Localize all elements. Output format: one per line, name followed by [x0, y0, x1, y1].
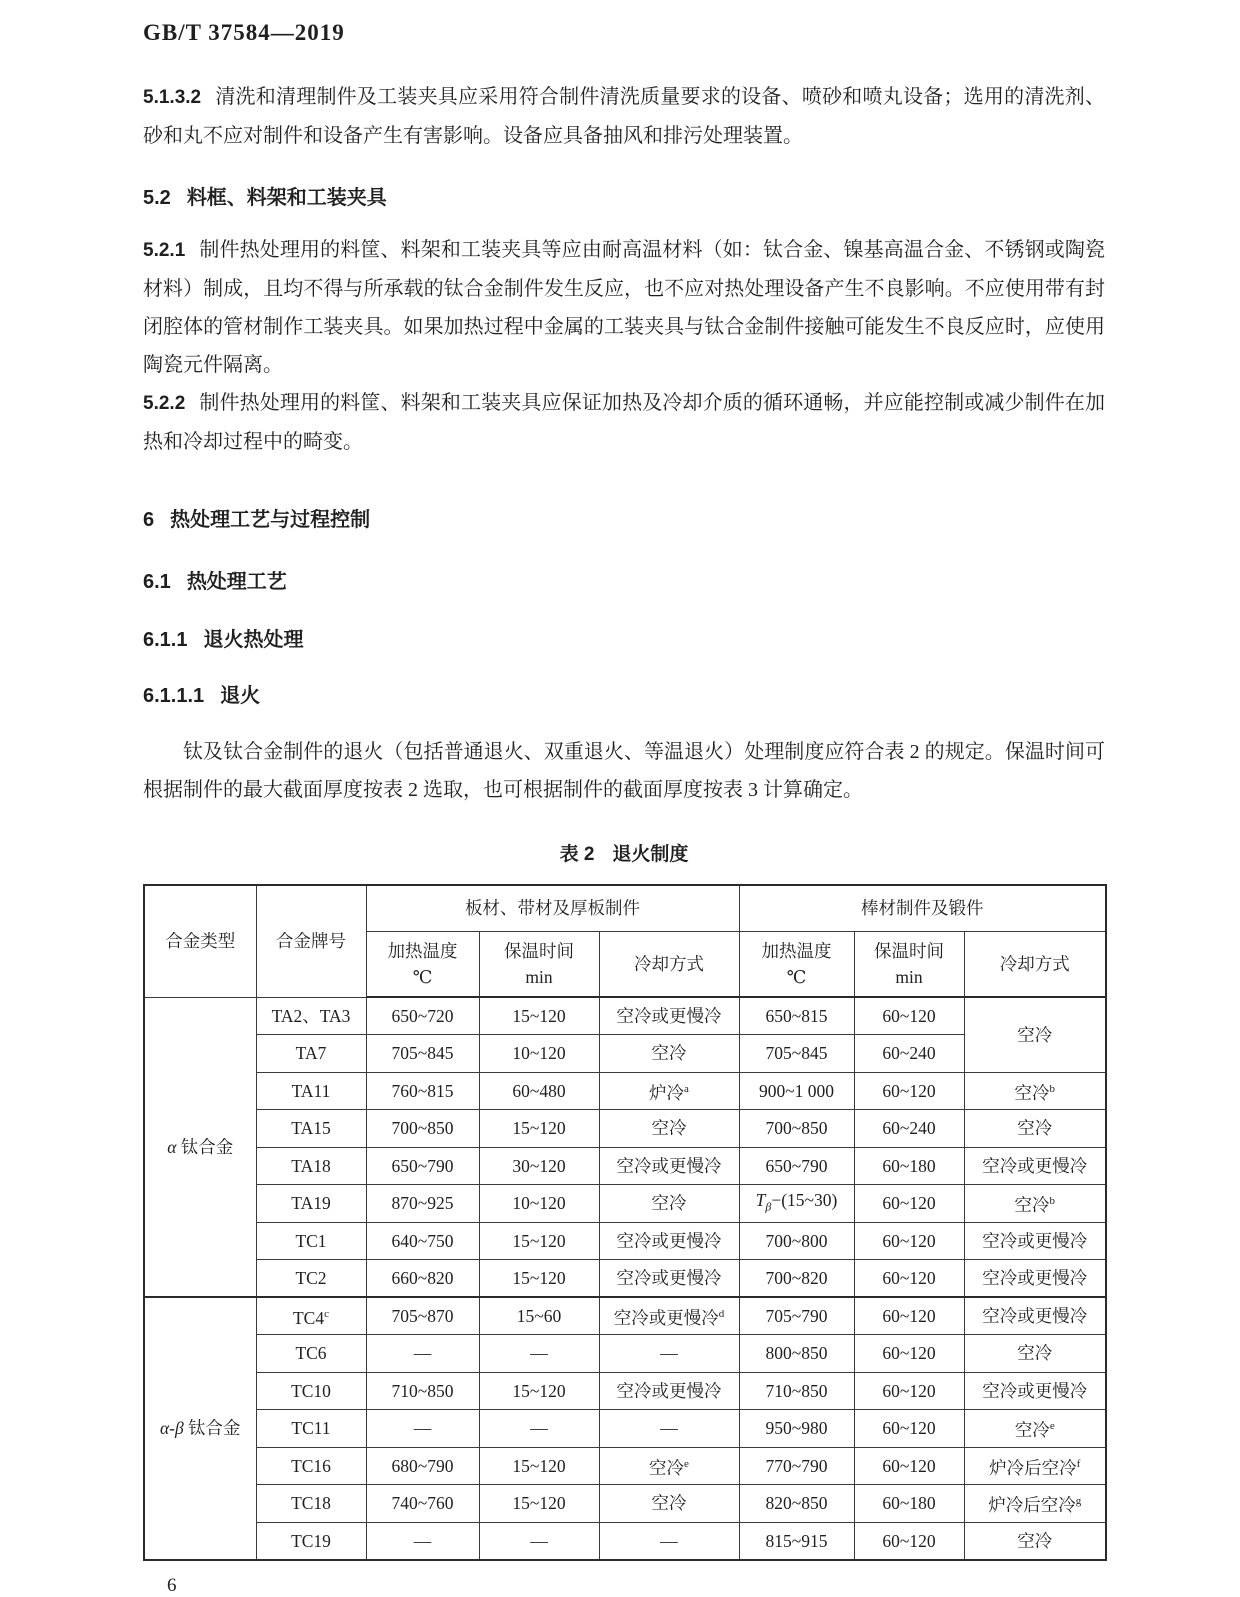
table-cell: 空冷$^e$ [599, 1447, 739, 1485]
table-cell: 705~845 [739, 1035, 854, 1073]
annealing-table [143, 884, 1107, 1561]
table-cell: 炉冷后空冷$^g$ [964, 1485, 1106, 1523]
col-header-alloy-grade: 合金牌号 [256, 885, 366, 997]
table-cell: TC18 [256, 1485, 366, 1523]
table-cell: 空冷或更慢冷 [964, 1222, 1106, 1260]
clause-5-2-2 [143, 384, 1105, 461]
table-cell: 60~180 [854, 1485, 964, 1523]
table-cell: TA11 [256, 1072, 366, 1110]
table-cell: 空冷或更慢冷 [964, 1147, 1106, 1185]
col-header-hold-time: 保温时间 min [479, 931, 599, 997]
table-cell: 15~60 [479, 1297, 599, 1335]
table-cell: 800~850 [739, 1335, 854, 1373]
table-row [144, 1447, 1106, 1485]
table-cell: 760~815 [366, 1072, 479, 1110]
col-group-plate: 板材、带材及厚板制件 [366, 885, 739, 931]
table-cell: 15~120 [479, 1447, 599, 1485]
table-cell: — [599, 1410, 739, 1448]
table-cell: 680~790 [366, 1447, 479, 1485]
clause-number: 5.2.2 [143, 393, 186, 414]
clause-5-1-3-2 [143, 78, 1105, 155]
table-cell: 705~845 [366, 1035, 479, 1073]
heading-6-1 [143, 569, 1105, 595]
table-row [144, 1222, 1106, 1260]
table-row [144, 1035, 1106, 1073]
alloy-type-cell: α 钛合金 [144, 997, 256, 1297]
table-cell: TC2 [256, 1260, 366, 1298]
col-header-hold-time: 保温时间 min [854, 931, 964, 997]
table-cell: 60~120 [854, 1447, 964, 1485]
table-cell: 空冷或更慢冷 [964, 1260, 1106, 1298]
table-cell: 空冷 [599, 1110, 739, 1148]
table-cell: 710~850 [739, 1372, 854, 1410]
clause-text: 制件热处理用的料筐、料架和工装夹具应保证加热及冷却介质的循环通畅，并应能控制或减少制件在加热和冷却过程中的畸变。 [143, 392, 1105, 453]
table-cell: 30~120 [479, 1147, 599, 1185]
page-number: 6 [167, 1574, 177, 1596]
standard-number: GB/T 37584—2019 [143, 20, 345, 45]
table-cell: 640~750 [366, 1222, 479, 1260]
table-cell: — [599, 1522, 739, 1560]
table-cell: 700~820 [739, 1260, 854, 1298]
col-header-cooling: 冷却方式 [964, 931, 1106, 997]
table-cell: 740~760 [366, 1485, 479, 1523]
table-cell: 空冷$^b$ [964, 1185, 1106, 1223]
table-cell: TC19 [256, 1522, 366, 1560]
table-cell: 60~120 [854, 1222, 964, 1260]
clause-number: 5.2.1 [143, 240, 186, 261]
table-cell: 空冷$^e$ [964, 1410, 1106, 1448]
table-cell: 15~120 [479, 1222, 599, 1260]
table-cell: 60~240 [854, 1110, 964, 1148]
table-row [144, 1110, 1106, 1148]
table-row [144, 1072, 1106, 1110]
table-cell: — [599, 1335, 739, 1373]
heading-6-1-1-1 [143, 683, 1105, 709]
table-cell: TC6 [256, 1335, 366, 1373]
table-cell: 空冷 [964, 1335, 1106, 1373]
table-cell: 60~240 [854, 1035, 964, 1073]
clause-text: 清洗和清理制件及工装夹具应采用符合制件清洗质量要求的设备、喷砂和喷丸设备；选用的清洗剂、砂和丸不应对制件和设备产生有害影响。设备应具备抽风和排污处理装置。 [143, 86, 1105, 147]
col-group-bar: 棒材制件及锻件 [739, 885, 1106, 931]
table-cell: 空冷 [964, 1110, 1106, 1148]
table-row [144, 1522, 1106, 1560]
table-cell: 空冷或更慢冷$^d$ [599, 1297, 739, 1335]
table-cell: 炉冷后空冷$^f$ [964, 1447, 1106, 1485]
heading-6 [143, 507, 1105, 533]
table-cell: 650~815 [739, 997, 854, 1035]
table-cell: 空冷或更慢冷 [599, 1372, 739, 1410]
table-cell: 705~870 [366, 1297, 479, 1335]
table-cell: 15~120 [479, 1372, 599, 1410]
table-cell: 空冷 [964, 1522, 1106, 1560]
table-cell: 700~800 [739, 1222, 854, 1260]
table-cell: 60~480 [479, 1072, 599, 1110]
table-cell: 870~925 [366, 1185, 479, 1223]
table-cell: 空冷 [599, 1485, 739, 1523]
table-cell: — [479, 1335, 599, 1373]
clause-number: 5.1.3.2 [143, 87, 202, 108]
heading-number: 6.1 [143, 571, 171, 593]
table-cell: TA15 [256, 1110, 366, 1148]
heading-6-1-1 [143, 627, 1105, 653]
table-cell: 700~850 [739, 1110, 854, 1148]
table-cell: 空冷或更慢冷 [599, 1222, 739, 1260]
table-row [144, 1185, 1106, 1223]
heading-title: 退火 [220, 685, 261, 707]
table-cell: 15~120 [479, 997, 599, 1035]
table-cell: 60~120 [854, 997, 964, 1035]
table-cell: 60~120 [854, 1522, 964, 1560]
clause-5-2-1 [143, 231, 1105, 384]
table-cell: 15~120 [479, 1110, 599, 1148]
heading-5-2 [143, 185, 1105, 211]
table-cell: 770~790 [739, 1447, 854, 1485]
table-cell: — [366, 1522, 479, 1560]
table-cell: TC1 [256, 1222, 366, 1260]
table-cell: 10~120 [479, 1035, 599, 1073]
table-cell: 710~850 [366, 1372, 479, 1410]
table-cell: 650~790 [366, 1147, 479, 1185]
table-cell: 950~980 [739, 1410, 854, 1448]
table-caption-title: 退火制度 [612, 844, 689, 865]
heading-title: 料框、料架和工装夹具 [186, 187, 387, 209]
table-cell: 空冷或更慢冷 [599, 1147, 739, 1185]
table-cell: 650~790 [739, 1147, 854, 1185]
table-cell: — [479, 1522, 599, 1560]
table-cell: 820~850 [739, 1485, 854, 1523]
table-cell: 炉冷$^a$ [599, 1072, 739, 1110]
table-cell: 900~1 000 [739, 1072, 854, 1110]
table-cell: — [366, 1410, 479, 1448]
table-cell: TA7 [256, 1035, 366, 1073]
table-cell: TC4$^c$ [256, 1297, 366, 1335]
heading-number: 6.1.1.1 [143, 685, 205, 707]
alloy-type-cell: α-β 钛合金 [144, 1297, 256, 1560]
heading-number: 6.1.1 [143, 629, 188, 651]
table-cell: 60~120 [854, 1372, 964, 1410]
table-header [144, 885, 1106, 997]
col-header-heat-temp: 加热温度 ℃ [739, 931, 854, 997]
table-cell: TA2、TA3 [256, 997, 366, 1035]
col-header-alloy-type: 合金类型 [144, 885, 256, 997]
table-row [144, 1260, 1106, 1298]
table-cell: 10~120 [479, 1185, 599, 1223]
table-cell: 60~120 [854, 1335, 964, 1373]
table-row [144, 997, 1106, 1035]
table-cell: TA19 [256, 1185, 366, 1223]
table-row [144, 1485, 1106, 1523]
table-cell: 空冷 [599, 1035, 739, 1073]
table-row [144, 1297, 1106, 1335]
table-cell: — [479, 1410, 599, 1448]
table-cell: 60~120 [854, 1072, 964, 1110]
table-cell: 650~720 [366, 997, 479, 1035]
table-cell: 705~790 [739, 1297, 854, 1335]
table-cell: TC16 [256, 1447, 366, 1485]
intro-paragraph: 钛及钛合金制件的退火（包括普通退火、双重退火、等温退火）处理制度应符合表 2 的规定。保温时间可根据制件的最大截面厚度按表 2 选取，也可根据制件的截面厚度按表 3 计算确定。 [143, 741, 1105, 801]
heading-number: 5.2 [143, 187, 171, 209]
table-cell: 空冷或更慢冷 [599, 1260, 739, 1298]
table-body [144, 997, 1106, 1560]
table-cell: $T_\beta-(15\sim 30)$ [739, 1185, 854, 1223]
table-cell: 60~120 [854, 1185, 964, 1223]
clause-text: 制件热处理用的料筐、料架和工装夹具等应由耐高温材料（如：钛合金、镍基高温合金、不锈钢或陶瓷材料）制成，且均不得与所承载的钛合金制件发生反应，也不应对热处理设备产生不良影响。不应使用带有封闭腔体的管材制作工装夹具。如果加热过程中金属的工装夹具与钛合金制件接触可能发生不良反应时，应使用陶瓷元件隔离。 [143, 239, 1105, 376]
heading-title: 热处理工艺与过程控制 [170, 509, 371, 531]
table-cell: TC11 [256, 1410, 366, 1448]
table-row [144, 1147, 1106, 1185]
table-cell: 60~120 [854, 1260, 964, 1298]
heading-number: 6 [143, 509, 155, 531]
table-row [144, 1372, 1106, 1410]
table-caption [143, 839, 1105, 866]
table-cell: 60~120 [854, 1297, 964, 1335]
table-cell: 空冷 [964, 997, 1106, 1072]
table-row [144, 1410, 1106, 1448]
table-cell: 空冷 [599, 1185, 739, 1223]
table-cell: 700~850 [366, 1110, 479, 1148]
table-row [144, 1335, 1106, 1373]
table-cell: 空冷或更慢冷 [964, 1372, 1106, 1410]
table-cell: 空冷或更慢冷 [599, 997, 739, 1035]
table-cell: 空冷或更慢冷 [964, 1297, 1106, 1335]
col-header-cooling: 冷却方式 [599, 931, 739, 997]
table-cell: 空冷$^b$ [964, 1072, 1106, 1110]
table-cell: 815~915 [739, 1522, 854, 1560]
table-header-row [144, 885, 1106, 931]
table-caption-number: 表 2 [559, 844, 595, 865]
table-cell: 60~180 [854, 1147, 964, 1185]
table-cell: TC10 [256, 1372, 366, 1410]
table-cell: — [366, 1335, 479, 1373]
table-cell: 60~120 [854, 1410, 964, 1448]
table-cell: 15~120 [479, 1485, 599, 1523]
heading-title: 退火热处理 [203, 629, 304, 651]
heading-title: 热处理工艺 [186, 571, 287, 593]
table-cell: TA18 [256, 1147, 366, 1185]
table-cell: 660~820 [366, 1260, 479, 1298]
col-header-heat-temp: 加热温度 ℃ [366, 931, 479, 997]
table-cell: 15~120 [479, 1260, 599, 1298]
